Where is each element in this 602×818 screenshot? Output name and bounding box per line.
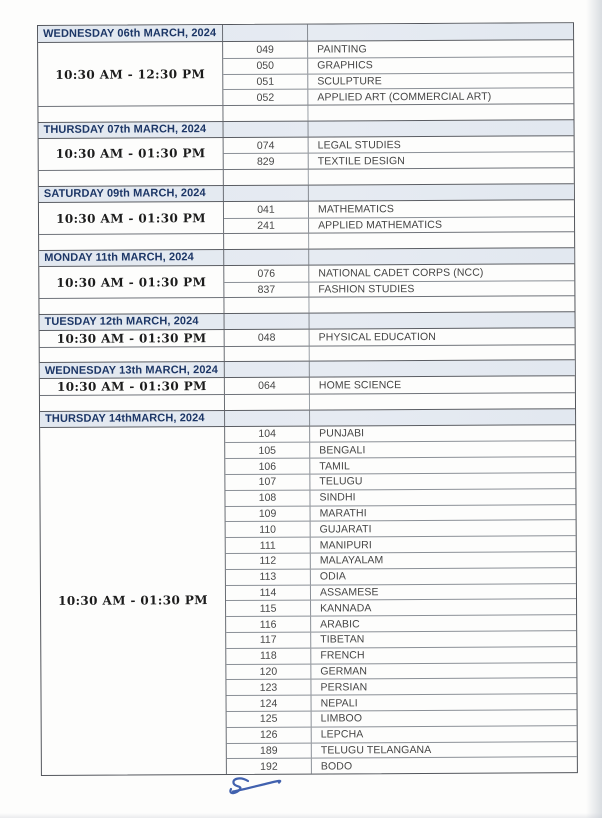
subject-row xyxy=(225,488,575,506)
spacer-cell xyxy=(224,298,309,313)
subject-row xyxy=(226,662,576,680)
subject-row xyxy=(226,677,576,695)
spacer-cell xyxy=(225,346,310,361)
subject-code: 108 xyxy=(225,490,310,505)
subject-row xyxy=(226,520,576,538)
date-label: WEDNESDAY 06th MARCH, 2024 xyxy=(43,27,217,40)
subject-code: 189 xyxy=(227,743,312,758)
subject-code: 120 xyxy=(226,664,311,679)
subject-code: 125 xyxy=(227,711,312,726)
spacer-row xyxy=(39,232,574,250)
date-header-spacer-cell xyxy=(224,249,309,264)
subject-code: 124 xyxy=(227,696,312,711)
subject-code: 111 xyxy=(226,538,311,553)
exam-time-label: 10:30 AM - 12:30 PM xyxy=(38,42,223,106)
date-header-spacer-cell xyxy=(224,185,309,200)
section-body-row xyxy=(40,376,575,395)
subject-row xyxy=(227,725,577,743)
subject-code: 049 xyxy=(223,42,308,58)
subject-row xyxy=(223,56,573,74)
subject-code: 123 xyxy=(226,680,311,695)
subject-name: FRENCH xyxy=(320,649,365,662)
exam-time-label: 10:30 AM - 01:30 PM xyxy=(40,330,225,347)
subject-name: FASHION STUDIES xyxy=(318,283,415,296)
subject-row xyxy=(226,551,576,569)
date-header-spacer-cell xyxy=(225,362,310,377)
subject-row xyxy=(224,280,574,298)
spacer-row xyxy=(40,392,575,410)
subject-name: GRAPHICS xyxy=(317,59,373,72)
schedule-section xyxy=(40,359,575,410)
subject-code: 105 xyxy=(225,443,310,458)
subject-row xyxy=(227,756,577,774)
subject-name: TEXTILE DESIGN xyxy=(317,154,405,168)
subject-name: KANNADA xyxy=(320,601,372,615)
spacer-cell xyxy=(38,106,223,121)
subject-name: SINDHI xyxy=(319,491,356,504)
date-header-spacer-cell xyxy=(310,312,575,328)
subject-name: HOME SCIENCE xyxy=(318,379,402,392)
subject-row xyxy=(224,200,574,218)
subject-name: ODIA xyxy=(319,570,347,583)
date-header-cell xyxy=(39,122,224,138)
subject-name: APPLIED MATHEMATICS xyxy=(318,218,443,232)
subject-code: 074 xyxy=(224,137,309,153)
spacer-cell xyxy=(310,345,575,361)
subject-row xyxy=(226,583,576,601)
date-header-cell xyxy=(39,250,224,266)
subject-name: PUNJABI xyxy=(319,427,365,440)
subject-name: MATHEMATICS xyxy=(317,202,394,216)
subject-row xyxy=(224,152,574,170)
spacer-cell xyxy=(224,234,309,249)
subject-row xyxy=(225,328,575,346)
subject-code: 110 xyxy=(226,522,311,537)
subject-name: APPLIED ART (COMMERCIAL ART) xyxy=(317,90,492,104)
spacer-cell xyxy=(225,395,310,410)
subject-row xyxy=(223,40,573,58)
subject-name: TELUGU TELANGANA xyxy=(320,743,432,757)
date-label: THURSDAY 14thMARCH, 2024 xyxy=(45,412,205,426)
subject-row xyxy=(225,425,575,443)
subject-row xyxy=(226,504,576,522)
date-header-spacer-cell xyxy=(308,23,573,40)
subject-row xyxy=(227,741,577,759)
subject-name: MARATHI xyxy=(319,507,367,520)
subject-code: 107 xyxy=(225,475,310,490)
scan-edge-shadow xyxy=(586,0,602,818)
spacer-cell xyxy=(39,298,224,313)
spacer-cell xyxy=(309,297,574,313)
date-label: WEDNESDAY 13th MARCH, 2024 xyxy=(44,363,218,377)
subject-code: 109 xyxy=(226,506,311,521)
subject-code: 048 xyxy=(225,330,310,346)
spacer-cell xyxy=(223,106,308,121)
subject-code: 052 xyxy=(223,90,308,105)
subject-row xyxy=(224,264,574,282)
date-header-spacer-cell xyxy=(309,248,574,264)
subject-name: ASSAMESE xyxy=(319,586,379,599)
subject-name: MALAYALAM xyxy=(319,554,384,567)
date-header-spacer-cell xyxy=(224,121,309,136)
subject-row xyxy=(225,456,575,474)
subject-code: 116 xyxy=(226,617,311,632)
spacer-row xyxy=(39,296,574,314)
subject-code: 241 xyxy=(224,218,309,233)
exam-time-label: 10:30 AM - 01:30 PM xyxy=(40,378,225,395)
subject-row xyxy=(226,630,576,648)
spacer-row xyxy=(40,344,575,362)
section-body-row xyxy=(39,136,574,170)
subject-code: 118 xyxy=(226,648,311,663)
subject-code: 112 xyxy=(226,554,311,569)
spacer-cell xyxy=(309,168,574,184)
date-header-cell xyxy=(40,314,225,330)
subject-code: 106 xyxy=(225,459,310,474)
date-label: SATURDAY 09th MARCH, 2024 xyxy=(43,187,206,201)
spacer-cell xyxy=(40,395,225,410)
subject-rows xyxy=(224,264,574,297)
subject-name: ARABIC xyxy=(320,617,360,631)
schedule-section xyxy=(39,247,574,314)
subject-code: 050 xyxy=(223,58,308,73)
spacer-cell xyxy=(224,170,309,185)
date-header-spacer-cell xyxy=(225,410,310,425)
subject-row xyxy=(226,535,576,553)
spacer-cell xyxy=(39,170,224,185)
subject-name: NEPALI xyxy=(320,696,358,710)
section-body-row xyxy=(40,328,575,347)
exam-time-label: 10:30 AM - 01:30 PM xyxy=(39,266,224,299)
subject-code: 051 xyxy=(223,74,308,89)
section-body-row xyxy=(38,40,573,106)
date-header-cell xyxy=(40,411,225,427)
subject-rows xyxy=(225,376,575,394)
subject-rows xyxy=(224,136,574,169)
date-header-cell xyxy=(40,362,225,378)
subject-name: TELUGU xyxy=(319,475,363,488)
subject-name: GERMAN xyxy=(320,665,368,678)
subject-row xyxy=(226,567,576,585)
date-label: TUESDAY 12th MARCH, 2024 xyxy=(44,315,199,329)
exam-time-label: 10:30 AM - 01:30 PM xyxy=(39,202,224,235)
date-header-spacer-cell xyxy=(309,120,574,136)
subject-row xyxy=(227,709,577,727)
schedule-section xyxy=(38,23,573,121)
spacer-cell xyxy=(309,233,574,249)
table-wrap xyxy=(37,22,578,776)
subject-code: 064 xyxy=(225,378,310,394)
date-header-spacer-cell xyxy=(223,25,308,41)
spacer-row xyxy=(38,103,573,121)
section-body-row xyxy=(39,200,574,234)
subject-name: LEPCHA xyxy=(320,728,364,741)
subject-code: 113 xyxy=(226,569,311,584)
spacer-cell xyxy=(308,104,573,120)
subject-name: NATIONAL CADET CORPS (NCC) xyxy=(318,266,484,280)
scan-bottom-shadow xyxy=(0,813,602,818)
date-header-spacer-cell xyxy=(310,360,575,376)
subject-row xyxy=(225,472,575,490)
subject-code: 076 xyxy=(224,265,309,281)
subject-code: 115 xyxy=(226,601,311,616)
spacer-cell xyxy=(40,347,225,362)
signature-ink xyxy=(220,774,290,808)
subject-code: 126 xyxy=(227,727,312,742)
subject-row xyxy=(226,646,576,664)
date-header-spacer-cell xyxy=(225,314,310,329)
subject-name: MANIPURI xyxy=(319,538,372,552)
subject-row xyxy=(223,88,573,106)
subject-name: PAINTING xyxy=(317,43,367,56)
schedule-section xyxy=(40,311,575,362)
schedule-section xyxy=(40,408,577,775)
subject-row xyxy=(227,693,577,711)
subject-name: SCULPTURE xyxy=(317,75,382,88)
subject-code: 114 xyxy=(226,585,311,600)
date-label: THURSDAY 07th MARCH, 2024 xyxy=(43,123,207,137)
subject-code: 104 xyxy=(225,426,310,442)
date-header-spacer-cell xyxy=(309,184,574,200)
subject-name: TAMIL xyxy=(319,459,351,473)
subject-row xyxy=(224,216,574,234)
subject-name: PERSIAN xyxy=(320,680,368,694)
subject-name: LIMBOO xyxy=(320,712,363,725)
date-label: MONDAY 11th MARCH, 2024 xyxy=(44,251,194,265)
subject-rows xyxy=(224,200,574,233)
subject-row xyxy=(226,614,576,632)
subject-name: PHYSICAL EDUCATION xyxy=(318,330,436,344)
subject-row xyxy=(224,136,574,154)
subject-rows xyxy=(225,425,577,774)
subject-name: BODO xyxy=(320,760,353,773)
subject-row xyxy=(225,441,575,459)
spacer-cell xyxy=(310,393,575,409)
section-body-row xyxy=(40,425,577,775)
date-header-cell xyxy=(39,186,224,202)
section-body-row xyxy=(39,264,574,298)
subject-row xyxy=(226,599,576,617)
subject-name: LEGAL STUDIES xyxy=(317,138,401,152)
date-header-spacer-cell xyxy=(310,409,575,425)
subject-name: GUJARATI xyxy=(319,522,372,536)
schedule-section xyxy=(39,119,574,186)
spacer-row xyxy=(39,167,574,185)
exam-time-label: 10:30 AM - 01:30 PM xyxy=(40,427,227,775)
subject-row xyxy=(225,376,575,394)
spacer-cell xyxy=(39,234,224,249)
subject-rows xyxy=(223,40,573,105)
subject-code: 041 xyxy=(224,201,309,217)
subject-code: 117 xyxy=(226,632,311,647)
date-header-cell xyxy=(38,25,223,42)
subject-code: 192 xyxy=(227,759,312,774)
subject-name: TIBETAN xyxy=(320,633,365,646)
schedule-section xyxy=(39,183,574,250)
exam-schedule-table xyxy=(37,22,578,776)
subject-code: 829 xyxy=(224,154,309,169)
subject-name: BENGALI xyxy=(319,444,366,457)
exam-time-label: 10:30 AM - 01:30 PM xyxy=(39,138,224,171)
subject-rows xyxy=(225,328,575,346)
subject-row xyxy=(223,72,573,90)
subject-code: 837 xyxy=(224,282,309,297)
